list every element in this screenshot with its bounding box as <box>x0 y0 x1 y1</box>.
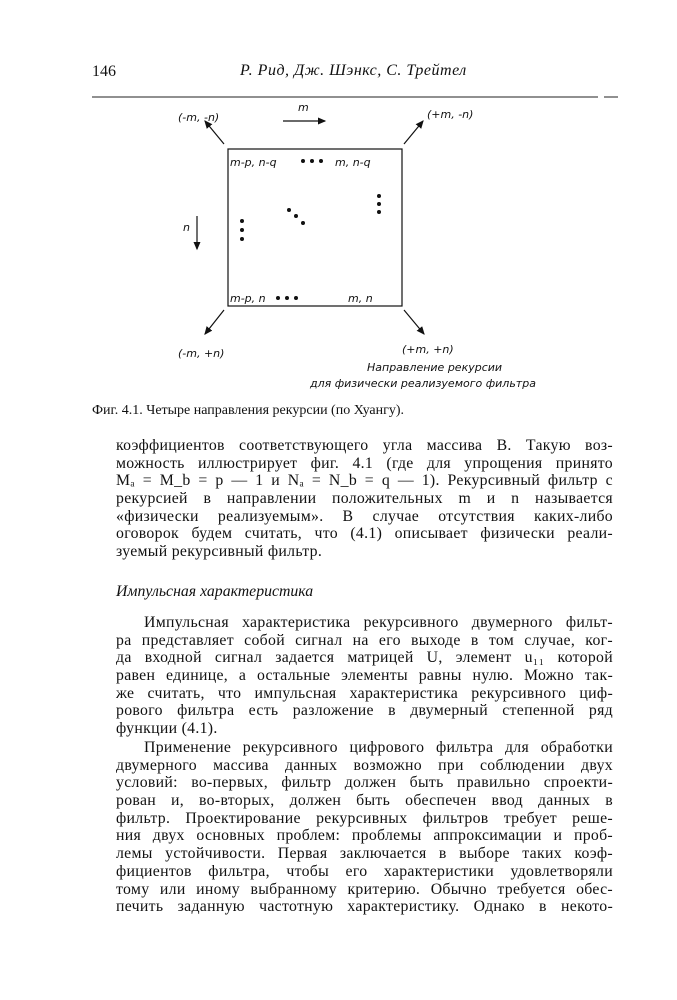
running-title: Р. Рид, Дж. Шэнкс, С. Трейтел <box>240 62 467 79</box>
text-line: ния двух основных проблем: проблемы аппроксимации и проб- <box>116 827 613 845</box>
text-line: условий: во-первых, фильтр должен быть правильно спроекти- <box>116 774 613 792</box>
array-box <box>228 149 402 306</box>
text-line: «физически реализуемым». В случае отсутствия каких-либо <box>116 507 613 525</box>
text-line: коэффициентов соответствующего угла массива B. Такую воз- <box>116 437 613 454</box>
figure-recursion-directions <box>0 0 677 400</box>
text-line: Mₐ = M_b = p — 1 и Nₐ = N_b = q — 1). Рекурсивный фильтр с <box>116 472 613 490</box>
text-line: же считать, что импульсная характеристика рекурсивного циф- <box>116 684 613 702</box>
text-line: рекурсией в направлении положительных m и n называется <box>116 490 613 508</box>
label-minus-m-plus-n: (-m, +n) <box>178 347 225 360</box>
text-line: двумерного массива данных возможно при соблюдении двух <box>116 756 613 774</box>
cell-label-bottom-right: m, n <box>348 292 373 305</box>
label-plus-m-plus-n: (+m, +n) <box>402 343 454 356</box>
text-line: оговорок будем считать, что (4.1) описывает физически реали- <box>116 525 613 543</box>
text-line: фильтр. Проектирование рекурсивных фильтров требует реше- <box>116 809 613 827</box>
section-heading: Импульсная характеристика <box>116 583 314 600</box>
text-line: рован и, во-вторых, должен быть обеспечен ввод данных в <box>116 792 613 810</box>
page-number: 146 <box>92 63 116 80</box>
cell-label-bottom-left: m-p, n <box>230 292 266 305</box>
arrow-top-left <box>205 121 224 144</box>
text-line: тому или иному выбранному критерию. Обычно требуется обес- <box>116 880 613 898</box>
paragraph-3 <box>116 739 613 916</box>
paragraph-2 <box>116 614 613 738</box>
text-line: функции (4.1). <box>116 720 218 738</box>
figure-caption: Фиг. 4.1. Четыре направления рекурсии (по Хуангу). <box>92 403 405 418</box>
text-line: фициентов фильтра, чтобы его характеристики удовлетворяли <box>116 862 613 880</box>
label-n: n <box>183 221 190 234</box>
note-line-1: Направление рекурсии <box>367 361 503 374</box>
text-line: Применение рекурсивного цифрового фильтра для обработки <box>144 739 613 756</box>
cell-label-top-left: m-p, n-q <box>230 156 277 169</box>
text-line: рового фильтра есть разложение в двумерный степенной ряд <box>116 702 613 720</box>
text-line: печить заданную частотную характеристику. Однако в некото- <box>116 898 613 916</box>
paragraph-1 <box>116 437 613 561</box>
cell-label-top-right: m, n-q <box>335 156 371 169</box>
text-line: равен единице, а остальные элементы равны нулю. Можно так- <box>116 667 613 685</box>
arrow-top-right <box>404 121 423 144</box>
note-line-2: для физически реализуемого фильтра <box>310 377 536 390</box>
ellipsis-dots <box>240 159 381 300</box>
text-line: можность иллюстрирует фиг. 4.1 (где для упрощения принято <box>116 454 613 472</box>
label-minus-m-minus-n: (-m, -n) <box>178 111 220 124</box>
text-line: зуемый рекурсивный фильтр. <box>116 543 323 561</box>
label-m: m <box>298 101 309 114</box>
arrow-bottom-left <box>205 310 224 334</box>
arrow-bottom-right <box>404 310 424 334</box>
label-plus-m-minus-n: (+m, -n) <box>427 108 474 121</box>
text-line: ра представляет собой сигнал на его выходе в том случае, ког- <box>116 631 613 649</box>
text-line: Импульсная характеристика рекурсивного двумерного фильт- <box>144 614 613 631</box>
text-line: лемы устойчивости. Первая заключается в выборе таких коэф- <box>116 845 613 863</box>
text-line: да входной сигнал задается матрицей U, элемент u₁₁ которой <box>116 649 613 667</box>
